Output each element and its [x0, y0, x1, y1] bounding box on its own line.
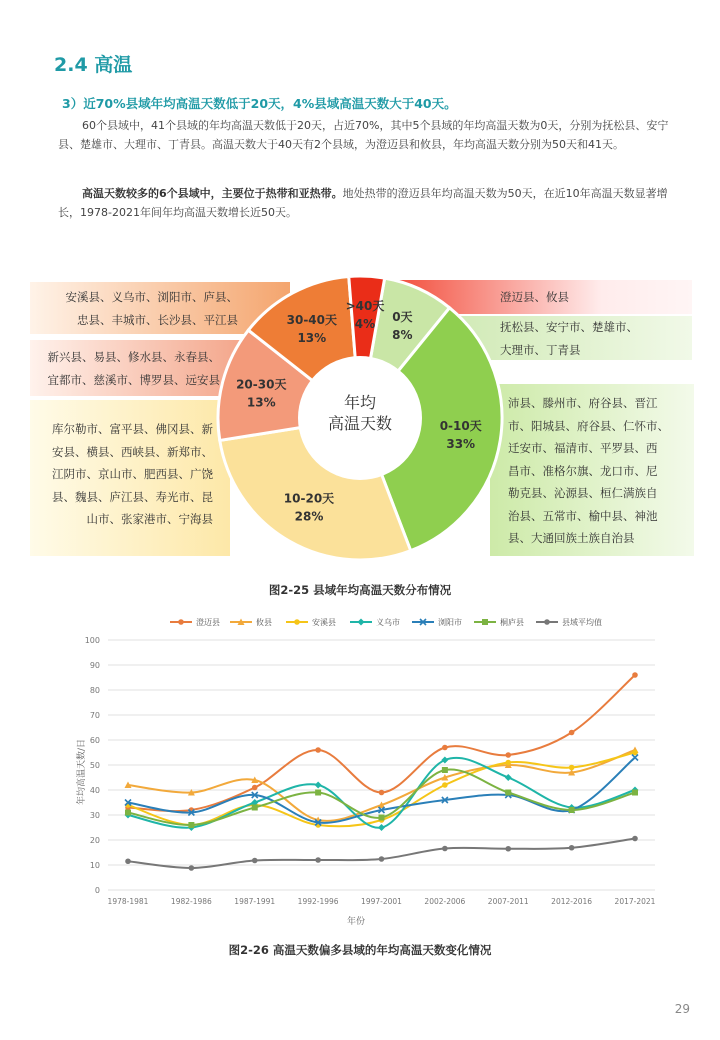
labels-gt40 [500, 286, 569, 309]
donut-segment-pct: 28% [294, 509, 324, 524]
data-point [252, 785, 258, 791]
data-point [294, 619, 300, 625]
labels-zero [500, 316, 638, 361]
data-point [442, 745, 448, 751]
data-point [125, 810, 131, 816]
data-point [315, 747, 321, 753]
y-tick-label: 30 [89, 811, 100, 820]
paragraph-1: 60个县域中，41个县域的年均高温天数低于20天，占近70%，其中5个县域的年均高温天数为0天，分别为抚松县、安宁县、楚雄市、大理市、丁青县。高温天数大于40天有2个县域，为澄迈县和攸县，年均高温天数分别为50天和41天。 [58, 119, 669, 151]
legend-label: 义乌市 [376, 618, 400, 627]
donut-segment-label: >40天 [345, 299, 385, 314]
legend-label: 浏阳市 [438, 618, 462, 627]
label-line: 安县、横县、西峡县、新郑市、 [52, 444, 213, 459]
data-point [482, 619, 488, 625]
y-axis-label: 年均高温天数/日 [77, 738, 87, 806]
label-line: 沛县、滕州市、府谷县、晋江 [508, 396, 658, 410]
label-line: 库尔勒市、富平县、佛冈县、新 [52, 422, 213, 436]
data-point [505, 846, 511, 852]
x-tick-label: 2012-2016 [551, 897, 593, 906]
label-line: 山市、张家港市、宁海县 [86, 512, 213, 526]
legend-label: 安溪县 [312, 618, 336, 627]
donut-segment-pct: 13% [297, 331, 327, 346]
label-line: 昌市、准格尔旗、龙口市、尼 [508, 463, 658, 478]
data-point [632, 836, 638, 842]
y-tick-label: 0 [94, 886, 100, 895]
label-line: 勒克县、沁源县、桓仁满族自 [508, 486, 658, 500]
line-chart [70, 612, 680, 932]
series-line [128, 839, 635, 869]
page-number: 29 [674, 1002, 690, 1016]
data-point [505, 790, 511, 796]
y-tick-label: 10 [89, 861, 100, 870]
data-point [544, 619, 550, 625]
data-point [379, 815, 385, 821]
y-tick-label: 80 [89, 686, 100, 695]
donut-segment-label: 30-40天 [286, 313, 338, 328]
section-title: 2.4 高温 [54, 54, 133, 76]
legend-label: 澄迈县 [196, 618, 220, 627]
legend-label: 县域平均值 [562, 618, 602, 627]
label-line: 澄迈县、攸县 [500, 290, 569, 304]
label-line: 县、大通回族土族自治县 [508, 531, 635, 545]
x-tick-label: 2017-2021 [614, 897, 656, 906]
donut-segment-pct: 13% [246, 395, 276, 410]
paragraph-2 [58, 184, 678, 222]
labels-10-20 [52, 418, 213, 531]
labels-zero-ten [508, 392, 669, 550]
data-point [505, 752, 511, 758]
data-point [178, 619, 184, 625]
donut-center-line-1: 年均 [343, 393, 377, 412]
data-point [358, 619, 365, 626]
data-point [441, 757, 448, 764]
x-tick-label: 1978-1981 [107, 897, 149, 906]
data-point [188, 822, 194, 828]
donut-chart [210, 272, 510, 572]
data-point [569, 765, 575, 771]
data-point [569, 845, 575, 851]
label-line: 大理市、丁青县 [500, 342, 581, 357]
paragraph-2-rest: 地处热带的澄迈县年均高温天数为50天，在近10年高温天数显著增长，1978-2021年间年均高温天数增长近50天。 [58, 187, 668, 219]
data-point [252, 805, 258, 811]
data-point [315, 782, 322, 789]
label-line: 治县、五常市、榆中县、神池 [508, 508, 658, 523]
data-point [315, 790, 321, 796]
data-point [569, 730, 575, 736]
labels-20-30 [48, 346, 221, 391]
donut-segment-pct: 33% [446, 437, 476, 452]
y-tick-label: 90 [89, 661, 100, 670]
donut-segment-label: 20-30天 [236, 377, 287, 392]
donut-segment-label: 0-10天 [439, 419, 482, 434]
y-tick-label: 60 [89, 736, 100, 745]
y-tick-label: 20 [89, 836, 100, 845]
x-axis-label: 年份 [346, 917, 366, 927]
donut-segment-label: 0天 [392, 310, 413, 325]
data-point [632, 755, 638, 761]
donut-segment-pct: 8% [392, 328, 413, 343]
x-tick-label: 1997-2001 [361, 897, 402, 906]
data-point [569, 807, 575, 813]
label-line: 抚松县、安宁市、楚雄市、 [500, 320, 638, 334]
data-point [378, 824, 385, 831]
legend-label: 桐庐县 [500, 618, 524, 627]
paragraph-2-bold: 高温天数较多的6个县域中，主要位于热带和亚热带。 [82, 187, 343, 200]
label-line: 宜都市、慈溪市、博罗县、远安县 [47, 372, 220, 387]
data-point [315, 857, 321, 863]
data-point [632, 790, 638, 796]
data-point [442, 782, 448, 788]
donut-center-line-2: 高温天数 [327, 414, 393, 433]
donut-segment-pct: 4% [354, 317, 376, 332]
figure-caption-2: 图2-26 高温天数偏多县域的年均高温天数变化情况 [228, 943, 492, 957]
label-line: 忠县、丰城市、长沙县、平江县 [77, 312, 238, 327]
donut-segment-label: 10-20天 [283, 491, 335, 506]
label-line: 迁安市、福清市、平罗县、西 [508, 441, 658, 455]
data-point [252, 858, 258, 864]
x-tick-label: 2007-2011 [487, 897, 529, 906]
y-tick-label: 40 [89, 786, 100, 795]
label-line: 县、魏县、庐江县、寿光市、昆 [52, 489, 213, 504]
data-point [505, 774, 512, 781]
data-point [505, 760, 511, 766]
legend-label: 攸县 [256, 618, 272, 627]
data-point [442, 767, 448, 773]
y-tick-label: 70 [89, 711, 100, 720]
data-point [632, 672, 638, 678]
x-tick-label: 1982-1986 [170, 897, 212, 906]
x-tick-label: 2002-2006 [424, 897, 466, 906]
label-line: 安溪县、义乌市、浏阳市、庐县、 [65, 290, 238, 304]
y-tick-label: 50 [89, 761, 100, 770]
data-point [189, 865, 195, 871]
data-point [442, 846, 448, 852]
y-tick-label: 100 [84, 636, 100, 645]
label-line: 江阴市、京山市、肥西县、广饶 [52, 467, 213, 481]
data-point [379, 790, 385, 796]
label-line: 市、阳城县、府谷县、仁怀市、 [508, 418, 669, 433]
data-point [125, 858, 131, 864]
x-tick-label: 1987-1991 [234, 897, 276, 906]
x-tick-label: 1992-1996 [297, 897, 339, 906]
labels-30-40 [66, 286, 239, 331]
data-point [379, 856, 385, 862]
figure-caption-1: 图2-25 县域年均高温天数分布情况 [268, 583, 452, 597]
subheading: 3）近70%县域年均高温天数低于20天，4%县域高温天数大于40天。 [62, 96, 457, 111]
label-line: 新兴县、易县、修水县、永春县、 [47, 350, 220, 364]
